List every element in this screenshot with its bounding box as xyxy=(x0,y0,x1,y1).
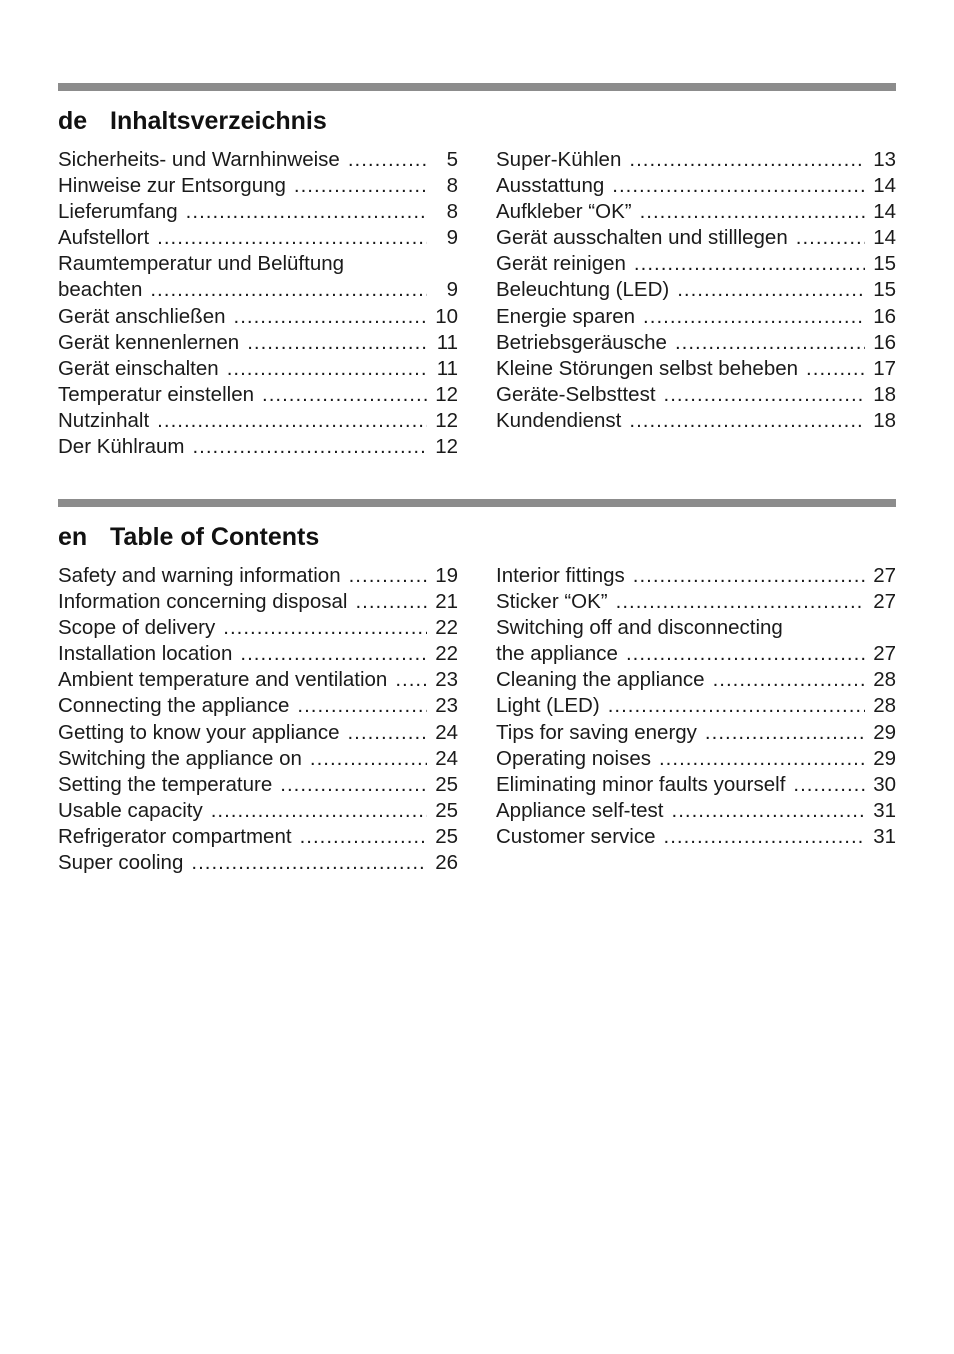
toc-page-number: 14 xyxy=(873,200,896,224)
dot-leader xyxy=(675,330,865,356)
toc-entry[interactable] xyxy=(58,330,458,356)
toc-entry-line xyxy=(496,251,896,277)
dot-leader xyxy=(659,746,865,772)
toc-entry-title: Gerät kennenlernen xyxy=(58,330,240,354)
toc-page-number: 18 xyxy=(873,382,896,406)
toc-entry-title: Geräte-Selbsttest xyxy=(496,382,656,406)
section-title: Table of Contents xyxy=(110,522,320,551)
toc-page-number: 16 xyxy=(873,330,896,354)
toc-entry-title: Operating noises xyxy=(496,746,651,770)
toc-page-number: 16 xyxy=(873,304,896,328)
toc-entry[interactable] xyxy=(496,589,896,615)
dot-leader xyxy=(355,589,427,615)
toc-entry-line xyxy=(58,667,458,693)
toc-entry-title: Kundendienst xyxy=(496,408,622,432)
dot-leader xyxy=(705,720,865,746)
toc-column-left xyxy=(58,563,458,876)
toc-page-number: 17 xyxy=(873,356,896,380)
section-title: Inhaltsverzeichnis xyxy=(110,106,327,135)
toc-entry-title: Eliminating minor faults yourself xyxy=(496,772,786,796)
toc-entry-line xyxy=(58,746,458,772)
toc-page-number: 15 xyxy=(873,252,896,276)
dot-leader xyxy=(280,772,427,798)
toc-entry[interactable] xyxy=(58,173,458,199)
dot-leader xyxy=(186,199,427,225)
dot-leader xyxy=(395,667,427,693)
toc-entry[interactable] xyxy=(58,563,458,589)
toc-page-number: 12 xyxy=(435,408,458,432)
toc-entry-line xyxy=(496,589,896,615)
toc-entry-title: Aufstellort xyxy=(58,226,150,250)
dot-leader xyxy=(608,693,865,719)
toc-page-number: 15 xyxy=(873,278,896,302)
toc-entry[interactable] xyxy=(58,251,458,303)
section-divider xyxy=(58,499,896,507)
dot-leader xyxy=(796,225,865,251)
toc-page-number: 14 xyxy=(873,174,896,198)
toc-entry-title: Aufkleber “OK” xyxy=(496,200,632,224)
section-heading xyxy=(58,517,896,557)
dot-leader xyxy=(240,641,427,667)
dot-leader xyxy=(223,615,427,641)
toc-entry-title: Safety and warning information xyxy=(58,564,341,587)
toc-entry-title: Customer service xyxy=(496,824,656,848)
toc-entry[interactable] xyxy=(496,330,896,356)
toc-page-number: 27 xyxy=(873,642,896,666)
toc-entry[interactable] xyxy=(496,563,896,589)
toc-entry-title: Der Kühlraum xyxy=(58,435,185,459)
toc-entry-line xyxy=(58,693,458,719)
toc-entry-line xyxy=(58,641,458,667)
dot-leader xyxy=(677,277,865,303)
toc-page-number: 11 xyxy=(436,330,458,354)
toc-entry-title: Kleine Störungen selbst beheben xyxy=(496,356,799,380)
toc-entry-title: Tips for saving energy xyxy=(496,720,697,744)
dot-leader xyxy=(643,304,865,330)
toc-entry[interactable] xyxy=(58,382,458,408)
dot-leader xyxy=(640,199,865,225)
toc-entry-title: Betriebsgeräusche xyxy=(496,330,667,354)
toc-entry-title: Nutzinhalt xyxy=(58,408,150,432)
toc-entry-title: Light (LED) xyxy=(496,694,600,718)
toc-entry[interactable] xyxy=(496,173,896,199)
toc-entry-line xyxy=(496,330,896,356)
toc-entry-title: Sticker “OK” xyxy=(496,590,608,614)
toc-entry-line xyxy=(58,589,458,615)
dot-leader xyxy=(713,667,865,693)
dot-leader xyxy=(806,356,865,382)
toc-entry-line xyxy=(496,667,896,693)
toc-entry-title: Cleaning the appliance xyxy=(496,668,705,692)
toc-entry-title: Gerät einschalten xyxy=(58,356,219,380)
toc-entry-title: Switching the appliance on xyxy=(58,746,302,770)
toc-page-number: 25 xyxy=(435,824,458,848)
toc-page-number: 9 xyxy=(446,226,458,250)
toc-section-en xyxy=(58,499,896,875)
dot-leader xyxy=(191,850,427,876)
toc-entry-line xyxy=(496,408,896,434)
dot-leader xyxy=(664,824,866,850)
toc-entry-line xyxy=(496,641,896,667)
toc-page-number: 5 xyxy=(446,148,458,171)
toc-entry-line xyxy=(58,563,458,589)
toc-page-number: 31 xyxy=(873,824,896,848)
dot-leader xyxy=(262,382,427,408)
toc-entry-title: Temperatur einstellen xyxy=(58,382,254,406)
toc-entry-title: Getting to know your appliance xyxy=(58,720,340,744)
toc-entry[interactable] xyxy=(496,382,896,408)
toc-entry-line xyxy=(58,798,458,824)
toc-entry-line xyxy=(496,147,896,173)
toc-entry-title: Super cooling xyxy=(58,851,184,875)
dot-leader xyxy=(629,408,865,434)
toc-page-number: 29 xyxy=(873,720,896,744)
dot-leader xyxy=(672,798,865,824)
toc-entry-line xyxy=(58,356,458,382)
dot-leader xyxy=(211,798,427,824)
dot-leader xyxy=(664,382,865,408)
toc-entry-line xyxy=(496,824,896,850)
toc-entry-line xyxy=(58,277,458,303)
toc-entry-line xyxy=(496,772,896,798)
toc-page-number: 21 xyxy=(435,590,458,614)
toc-entry-title: Ambient temperature and ventilation xyxy=(58,668,388,692)
toc-entry-title-line1: Raumtemperatur und Belüftung xyxy=(58,252,345,276)
toc-page-number: 22 xyxy=(435,616,458,640)
toc-entry-title: Gerät ausschalten und stilllegen xyxy=(496,226,788,250)
toc-page-number: 18 xyxy=(873,408,896,432)
toc-entry-title: Ausstattung xyxy=(496,174,605,198)
toc-entry-line xyxy=(496,720,896,746)
dot-leader xyxy=(297,693,427,719)
toc-entry-title: Setting the temperature xyxy=(58,772,273,796)
toc-page-number: 28 xyxy=(873,668,896,692)
toc-entry-title: Scope of delivery xyxy=(58,616,216,640)
toc-page-number: 12 xyxy=(435,382,458,406)
toc-page-number: 27 xyxy=(873,564,896,587)
toc-entry[interactable] xyxy=(496,408,896,434)
toc-page-number: 11 xyxy=(436,356,458,380)
toc-entry[interactable] xyxy=(58,356,458,382)
toc-entry-line xyxy=(496,356,896,382)
language-code: en xyxy=(58,522,88,551)
toc-entry[interactable] xyxy=(58,589,458,615)
toc-entry[interactable] xyxy=(496,693,896,719)
toc-entry-line xyxy=(496,173,896,199)
toc-entry-title: Appliance self-test xyxy=(496,798,664,822)
dot-leader xyxy=(793,772,865,798)
toc-entry-line xyxy=(58,615,458,641)
toc-entry-line xyxy=(496,746,896,772)
toc-entry-title: Gerät anschließen xyxy=(58,304,226,328)
dot-leader xyxy=(157,225,427,251)
toc-entry[interactable] xyxy=(496,147,896,173)
toc-entry[interactable] xyxy=(496,720,896,746)
toc-entry-title: Super-Kühlen xyxy=(496,148,622,171)
toc-entry-line xyxy=(496,382,896,408)
toc-entry-line xyxy=(58,147,458,173)
toc-entry[interactable] xyxy=(58,798,458,824)
toc-page-number: 31 xyxy=(873,798,896,822)
toc-column-right xyxy=(496,563,896,850)
toc-page-number: 26 xyxy=(435,851,458,875)
toc-entry[interactable] xyxy=(58,615,458,641)
toc-entry-line xyxy=(58,199,458,225)
toc-entry-line xyxy=(496,225,896,251)
toc-entry[interactable] xyxy=(496,746,896,772)
toc-page-number: 27 xyxy=(873,590,896,614)
toc-entry-title: the appliance xyxy=(496,642,618,666)
dot-leader xyxy=(629,147,865,173)
toc-page-number: 24 xyxy=(435,746,458,770)
toc-entry[interactable] xyxy=(496,667,896,693)
toc-page-number: 8 xyxy=(446,174,458,198)
dot-leader xyxy=(626,641,865,667)
toc-entry-title: Installation location xyxy=(58,642,233,666)
toc-column-right xyxy=(496,147,896,434)
toc-entry-title: Gerät reinigen xyxy=(496,252,626,276)
toc-entry[interactable] xyxy=(496,824,896,850)
toc-entry-line xyxy=(496,798,896,824)
toc-entry[interactable] xyxy=(58,772,458,798)
dot-leader xyxy=(300,824,427,850)
toc-entry[interactable] xyxy=(58,434,458,460)
toc-entry-title: Energie sparen xyxy=(496,304,636,328)
toc-entry-title: Lieferumfang xyxy=(58,200,178,224)
dot-leader xyxy=(247,330,427,356)
dot-leader xyxy=(157,408,427,434)
toc-entry[interactable] xyxy=(58,304,458,330)
toc-entry-title-line1: Switching off and disconnecting xyxy=(496,616,783,640)
toc-entry-title: Interior fittings xyxy=(496,564,625,587)
toc-page-number: 22 xyxy=(435,642,458,666)
toc-entry[interactable] xyxy=(58,720,458,746)
toc-column-left xyxy=(58,147,458,460)
toc-page-number: 9 xyxy=(446,278,458,302)
toc-entry-line xyxy=(58,225,458,251)
toc-entry[interactable] xyxy=(496,277,896,303)
dot-leader xyxy=(612,173,865,199)
toc-entry[interactable] xyxy=(58,667,458,693)
dot-leader xyxy=(294,173,427,199)
dot-leader xyxy=(150,277,427,303)
dot-leader xyxy=(634,251,865,277)
toc-entry-line xyxy=(496,199,896,225)
toc-page-number: 8 xyxy=(446,200,458,224)
toc-entry-title: beachten xyxy=(58,278,143,302)
toc-page-number: 14 xyxy=(873,226,896,250)
toc-page-number: 10 xyxy=(435,304,458,328)
toc-page-number: 13 xyxy=(873,148,896,171)
toc-page-number: 23 xyxy=(435,694,458,718)
toc-entry-line xyxy=(58,173,458,199)
toc-page-number: 25 xyxy=(435,772,458,796)
toc-entry[interactable] xyxy=(58,199,458,225)
dot-leader xyxy=(192,434,427,460)
toc-entry-title: Beleuchtung (LED) xyxy=(496,278,670,302)
toc-entry[interactable] xyxy=(58,746,458,772)
toc-entry[interactable] xyxy=(496,615,896,667)
toc-entry-line xyxy=(58,824,458,850)
toc-entry-title: Information concerning disposal xyxy=(58,590,348,614)
toc-entry-title: Sicherheits- und Warnhinweise xyxy=(58,148,340,171)
toc-entry-line xyxy=(496,304,896,330)
toc-page-number: 29 xyxy=(873,746,896,770)
dot-leader xyxy=(348,147,427,173)
toc-entry[interactable] xyxy=(496,199,896,225)
toc-entry-line xyxy=(58,330,458,356)
toc-entry-title: Hinweise zur Entsorgung xyxy=(58,174,286,198)
language-code: de xyxy=(58,106,88,135)
dot-leader xyxy=(347,720,427,746)
dot-leader xyxy=(349,563,427,589)
toc-entry-line xyxy=(58,850,458,876)
toc-entry-line xyxy=(58,772,458,798)
section-heading xyxy=(58,101,896,141)
toc-entry[interactable] xyxy=(496,798,896,824)
toc-page-number: 19 xyxy=(435,564,458,587)
toc-entry[interactable] xyxy=(58,225,458,251)
toc-entry[interactable] xyxy=(496,304,896,330)
toc-entry[interactable] xyxy=(496,225,896,251)
dot-leader xyxy=(227,356,427,382)
toc-entry-line xyxy=(496,563,896,589)
dot-leader xyxy=(234,304,427,330)
toc-entry-line xyxy=(58,408,458,434)
toc-entry-title: Refrigerator compartment xyxy=(58,824,292,848)
toc-entry[interactable] xyxy=(58,408,458,434)
toc-section-de xyxy=(58,83,896,459)
toc-entry-title: Connecting the appliance xyxy=(58,694,290,718)
dot-leader xyxy=(310,746,427,772)
section-divider xyxy=(58,83,896,91)
toc-page-number: 23 xyxy=(435,668,458,692)
toc-entry-title: Usable capacity xyxy=(58,798,203,822)
toc-entry[interactable] xyxy=(496,356,896,382)
toc-entry-line xyxy=(58,304,458,330)
toc-entry[interactable] xyxy=(496,772,896,798)
toc-page-number: 12 xyxy=(435,435,458,459)
toc-entry[interactable] xyxy=(58,147,458,173)
toc-entry[interactable] xyxy=(58,693,458,719)
toc-entry[interactable] xyxy=(496,251,896,277)
toc-entry-line xyxy=(496,693,896,719)
toc-entry-line xyxy=(58,434,458,460)
dot-leader xyxy=(616,589,865,615)
toc-page-number: 25 xyxy=(435,798,458,822)
dot-leader xyxy=(633,563,865,589)
toc-entry-line xyxy=(58,382,458,408)
toc-entry[interactable] xyxy=(58,850,458,876)
toc-page-number: 28 xyxy=(873,694,896,718)
toc-entry[interactable] xyxy=(58,641,458,667)
toc-page-number: 30 xyxy=(873,772,896,796)
toc-entry-line xyxy=(496,277,896,303)
toc-page-number: 24 xyxy=(435,720,458,744)
toc-entry[interactable] xyxy=(58,824,458,850)
toc-entry-line xyxy=(58,720,458,746)
